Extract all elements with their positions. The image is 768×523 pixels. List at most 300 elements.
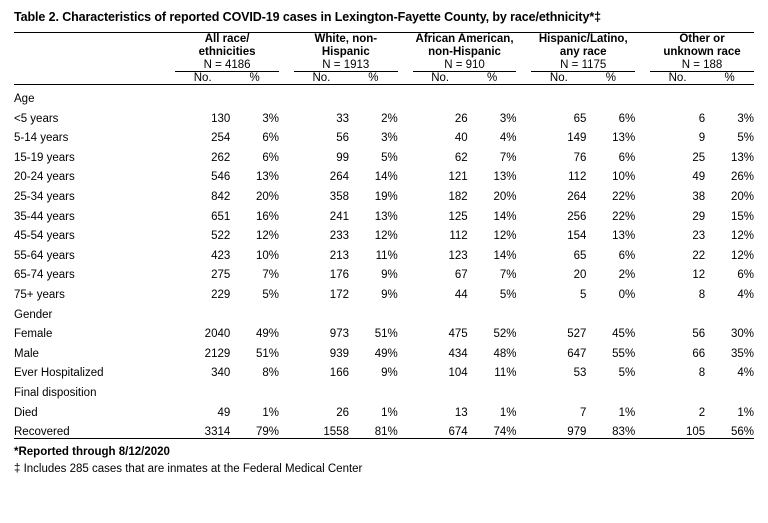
cell-percent: [468, 85, 517, 105]
cell-percent: 13%: [612, 230, 636, 243]
subheader-pct: %: [724, 72, 735, 85]
cell-percent: 20%: [493, 191, 517, 203]
cell-percent: 6%: [262, 132, 280, 145]
n-hispanic-latino: N = 1175: [531, 59, 635, 72]
cell-count: 154: [567, 230, 587, 243]
cell-count: [650, 301, 705, 321]
cell-percent: 3%: [381, 132, 398, 145]
subheader-gap-2: [398, 72, 413, 85]
subheader-no: No.: [431, 72, 450, 85]
cell-percent: 13%: [730, 151, 754, 164]
cell-count: 29: [692, 210, 706, 223]
cell-count: 104: [448, 367, 468, 380]
cell-count: [650, 85, 705, 105]
column-gap: [279, 340, 294, 360]
cell-count: 65: [573, 112, 587, 125]
table-section-row: [14, 301, 754, 321]
cell-percent: 12%: [730, 249, 754, 262]
column-gap: [279, 144, 294, 164]
cell-count: 6: [698, 112, 706, 125]
column-gap: [516, 223, 531, 243]
column-gap: [635, 105, 650, 125]
cell-count: 2: [698, 406, 706, 419]
cell-count: 149: [567, 132, 587, 145]
column-gap: [279, 419, 294, 439]
cell-count: [175, 85, 230, 105]
cell-percent: 13%: [256, 171, 280, 184]
column-gap: [398, 321, 413, 341]
table-section-row: [14, 85, 754, 105]
row-label: <5 years: [14, 112, 59, 125]
cell-count: [413, 85, 468, 105]
table-row: [14, 262, 754, 282]
column-gap: [516, 419, 531, 439]
group-header-line2: non-Hispanic: [428, 46, 501, 59]
row-label: Ever Hospitalized: [14, 367, 104, 380]
column-gap: [398, 340, 413, 360]
cell-percent: 22%: [612, 210, 636, 223]
row-label: Female: [14, 328, 53, 341]
column-gap: [398, 301, 413, 321]
cell-percent: 3%: [262, 112, 280, 125]
cell-count: 979: [531, 419, 586, 439]
column-gap: [516, 399, 531, 419]
header-row-subheaders: [14, 72, 754, 85]
cell-count: 125: [448, 210, 468, 223]
column-gap: [398, 242, 413, 262]
cell-count: 434: [448, 347, 468, 360]
n-gap-4: [635, 59, 650, 72]
column-gap: [516, 242, 531, 262]
row-label: Recovered: [14, 419, 175, 439]
cell-count: 264: [329, 171, 349, 184]
column-gap: [398, 379, 413, 399]
column-gap: [516, 281, 531, 301]
column-gap: [279, 223, 294, 243]
header-gap-1: [279, 33, 294, 60]
cell-count: 40: [454, 132, 468, 145]
subheader-pct: %: [368, 72, 379, 85]
cell-count: 647: [567, 347, 587, 360]
cell-percent: 12%: [493, 230, 517, 243]
cell-percent: 49%: [256, 328, 280, 341]
cell-percent: 20%: [256, 191, 280, 203]
column-gap: [279, 203, 294, 223]
row-label: 75+ years: [14, 288, 65, 301]
column-gap: [398, 281, 413, 301]
cell-count: 8: [698, 288, 706, 301]
column-gap: [516, 164, 531, 184]
table-row: [14, 164, 754, 184]
cell-count: 229: [211, 288, 231, 301]
cell-count: 22: [692, 249, 706, 262]
column-gap: [516, 105, 531, 125]
column-gap: [398, 223, 413, 243]
column-gap: [635, 125, 650, 145]
cell-count: 262: [211, 151, 231, 164]
n-all-races: N = 4186: [175, 59, 279, 72]
cell-percent: 6%: [737, 269, 754, 282]
column-gap: [516, 262, 531, 282]
cell-count: 256: [567, 210, 587, 223]
column-gap: [279, 164, 294, 184]
column-gap: [279, 360, 294, 380]
column-gap: [635, 164, 650, 184]
cell-count: 123: [448, 249, 468, 262]
cell-count: 213: [329, 249, 349, 262]
column-gap: [398, 125, 413, 145]
subheader-pct: %: [249, 72, 260, 85]
cell-percent: 20%: [730, 191, 754, 203]
cell-count: 44: [454, 288, 468, 301]
table-header: [14, 33, 754, 85]
table-row: [14, 125, 754, 145]
column-gap: [635, 223, 650, 243]
cell-count: 522: [211, 230, 231, 243]
cell-count: 99: [336, 151, 349, 164]
cell-count: 130: [211, 112, 231, 125]
group-header-line1: Hispanic/Latino,: [538, 33, 628, 45]
group-header-line2: any race: [559, 46, 607, 59]
column-gap: [279, 399, 294, 419]
header-gap-2: [398, 33, 413, 60]
column-gap: [635, 203, 650, 223]
group-header-african-american: [413, 33, 517, 60]
cell-count: [294, 85, 349, 105]
subheader-no: No.: [668, 72, 687, 85]
cell-count: 12: [692, 269, 706, 282]
subheader-no: No.: [193, 72, 212, 85]
column-gap: [279, 105, 294, 125]
column-gap: [516, 183, 531, 203]
cell-percent: 4%: [737, 288, 754, 301]
cell-percent: [349, 85, 398, 105]
column-gap: [398, 360, 413, 380]
cell-percent: 5%: [618, 367, 636, 380]
subheader-no: No.: [549, 72, 568, 85]
group-header-line1: Other or: [679, 33, 725, 45]
column-gap: [635, 419, 650, 439]
cell-percent: 13%: [374, 210, 398, 223]
column-gap: [398, 164, 413, 184]
cell-percent: 9%: [381, 367, 398, 380]
column-gap: [398, 399, 413, 419]
cell-percent: 12%: [256, 230, 280, 243]
header-gap-3: [516, 33, 531, 60]
cell-percent: 1%: [381, 406, 398, 419]
table-row: [14, 281, 754, 301]
column-gap: [516, 379, 531, 399]
cell-count: [531, 85, 586, 105]
cell-percent: [705, 85, 754, 105]
cell-count: 66: [692, 347, 706, 360]
table-row: [14, 223, 754, 243]
column-gap: [635, 242, 650, 262]
cell-count: 166: [329, 367, 349, 380]
cell-count: 13: [454, 406, 468, 419]
cell-percent: 35%: [730, 347, 754, 360]
cell-percent: 10%: [256, 249, 280, 262]
n-gap-3: [516, 59, 531, 72]
row-label: 65-74 years: [14, 269, 75, 282]
cell-count: 65: [573, 249, 587, 262]
cell-count: 172: [329, 288, 349, 301]
cell-percent: 79%: [230, 419, 279, 439]
column-gap: [398, 419, 413, 439]
column-gap: [279, 301, 294, 321]
cell-count: 76: [573, 151, 587, 164]
footnote-inmates: ‡ Includes 285 cases that are inmates at the Federal Medical Center: [14, 462, 363, 475]
column-gap: [635, 262, 650, 282]
header-gap-4: [635, 33, 650, 60]
column-gap: [635, 85, 650, 105]
cell-count: 20: [573, 269, 587, 282]
column-gap: [398, 85, 413, 105]
column-gap: [635, 399, 650, 419]
cell-percent: 16%: [256, 210, 280, 223]
cell-count: 56: [692, 328, 706, 341]
row-label: 5-14 years: [14, 132, 69, 145]
section-label: Gender: [14, 308, 53, 321]
section-label: Age: [14, 85, 175, 105]
n-gap-1: [279, 59, 294, 72]
cell-percent: 5%: [262, 288, 280, 301]
cell-percent: 12%: [374, 230, 398, 243]
table-row: [14, 321, 754, 341]
column-gap: [398, 183, 413, 203]
subheader-gap-4: [635, 72, 650, 85]
cell-percent: 4%: [499, 132, 517, 145]
table-row: [14, 105, 754, 125]
cell-percent: [586, 85, 635, 105]
cell-count: 233: [329, 230, 349, 243]
n-white-nonhispanic: N = 1913: [294, 59, 398, 72]
column-gap: [635, 183, 650, 203]
column-gap: [516, 360, 531, 380]
cell-percent: 10%: [612, 171, 636, 184]
cell-count: 5: [580, 288, 587, 301]
cell-count: 182: [448, 191, 468, 203]
cell-count: 2129: [204, 347, 231, 360]
column-gap: [398, 262, 413, 282]
cell-percent: 1%: [737, 406, 754, 419]
cell-percent: 1%: [262, 406, 280, 419]
cell-count: 651: [211, 210, 231, 223]
table-row: [14, 203, 754, 223]
cell-count: 49: [217, 406, 231, 419]
section-label: Final disposition: [14, 386, 97, 399]
column-gap: [279, 183, 294, 203]
cell-percent: 26%: [730, 171, 754, 184]
cell-count: 475: [448, 328, 468, 341]
cell-count: 25: [692, 151, 706, 164]
cell-count: 358: [329, 191, 349, 203]
cell-count: 112: [568, 171, 587, 184]
cell-percent: [705, 379, 754, 399]
cell-percent: [468, 379, 517, 399]
column-gap: [635, 379, 650, 399]
footnote-reported-through: *Reported through 8/12/2020: [14, 446, 170, 459]
cell-count: 546: [211, 171, 231, 184]
cell-count: 7: [580, 406, 587, 419]
column-gap: [635, 144, 650, 164]
group-header-all-races: [175, 33, 279, 60]
cell-count: 121: [448, 171, 468, 184]
table-row: [14, 183, 754, 203]
column-gap: [635, 340, 650, 360]
column-gap: [279, 125, 294, 145]
cell-count: 2040: [204, 328, 231, 341]
cell-percent: 2%: [618, 269, 636, 282]
cell-percent: 83%: [586, 419, 635, 439]
cell-percent: 14%: [493, 210, 517, 223]
cell-count: 254: [211, 132, 231, 145]
cell-percent: 49%: [374, 347, 398, 360]
cell-percent: 19%: [374, 191, 398, 203]
cell-count: 842: [211, 191, 231, 203]
table-row: [14, 340, 754, 360]
cell-count: 38: [692, 191, 706, 203]
cell-percent: 1%: [618, 406, 636, 419]
n-gap-2: [398, 59, 413, 72]
cell-count: [294, 379, 349, 399]
column-gap: [516, 301, 531, 321]
cell-count: 9: [698, 132, 706, 145]
cell-count: [531, 379, 586, 399]
cell-percent: 6%: [618, 151, 636, 164]
row-label: 45-54 years: [14, 230, 75, 243]
cell-percent: 13%: [612, 132, 636, 145]
column-gap: [516, 203, 531, 223]
column-gap: [635, 360, 650, 380]
cell-count: 264: [567, 191, 587, 203]
cell-percent: 9%: [381, 288, 398, 301]
header-corner-cell: [14, 33, 175, 60]
table-section-row: [14, 379, 754, 399]
cell-percent: 6%: [618, 112, 636, 125]
cell-count: [294, 301, 349, 321]
cell-percent: 12%: [730, 230, 754, 243]
column-gap: [516, 144, 531, 164]
cell-percent: 56%: [705, 419, 754, 439]
group-header-line2: Hispanic: [321, 46, 370, 59]
group-header-other-unknown: [650, 33, 754, 60]
cell-count: 49: [692, 171, 706, 184]
cell-count: 527: [567, 328, 587, 341]
cell-percent: [349, 301, 398, 321]
row-label: Died: [14, 406, 38, 419]
cell-percent: 52%: [493, 328, 517, 341]
column-gap: [398, 105, 413, 125]
cell-count: 3314: [175, 419, 230, 439]
table-row: [14, 399, 754, 419]
table-row: [14, 144, 754, 164]
column-gap: [398, 203, 413, 223]
cell-percent: [230, 379, 279, 399]
cell-percent: 7%: [499, 151, 517, 164]
cell-count: 176: [329, 269, 349, 282]
column-gap: [635, 281, 650, 301]
column-gap: [279, 262, 294, 282]
row-label: 15-19 years: [14, 151, 75, 164]
table-row: [14, 419, 754, 439]
column-gap: [635, 301, 650, 321]
cell-count: 8: [698, 367, 706, 380]
cell-percent: 51%: [256, 347, 280, 360]
cell-percent: 0%: [618, 288, 636, 301]
cell-percent: 30%: [730, 328, 754, 341]
cell-percent: 15%: [730, 210, 754, 223]
subheader-no: No.: [312, 72, 331, 85]
cell-count: 33: [336, 112, 349, 125]
column-gap: [279, 281, 294, 301]
subheader-pct: %: [486, 72, 498, 85]
cell-percent: 3%: [499, 112, 517, 125]
cell-percent: 14%: [374, 171, 398, 184]
column-gap: [398, 144, 413, 164]
cell-count: [650, 379, 705, 399]
characteristics-table: [14, 32, 754, 439]
cell-count: [413, 301, 468, 321]
row-label: 35-44 years: [14, 210, 75, 223]
header-row-n-counts: [14, 59, 754, 72]
cell-count: 26: [454, 112, 468, 125]
group-header-line1: White, non-: [314, 33, 378, 45]
cell-count: 241: [329, 210, 349, 223]
cell-percent: 11%: [494, 367, 517, 380]
cell-count: 67: [454, 269, 468, 282]
table-title: Table 2. Characteristics of reported COVID-19 cases in Lexington-Fayette County, by race/ethnicity*‡: [14, 10, 601, 24]
table-row: [14, 360, 754, 380]
cell-count: [531, 301, 586, 321]
cell-percent: 1%: [499, 406, 517, 419]
cell-percent: [468, 301, 517, 321]
cell-percent: 55%: [612, 347, 636, 360]
cell-percent: 9%: [381, 269, 398, 282]
cell-percent: [586, 301, 635, 321]
n-other-unknown: N = 188: [650, 59, 754, 72]
column-gap: [516, 340, 531, 360]
row-label: 20-24 years: [14, 171, 75, 184]
cell-percent: 7%: [499, 269, 517, 282]
group-header-line2: ethnicities: [198, 46, 256, 59]
footnotes: [14, 444, 754, 477]
cell-count: 674: [413, 419, 468, 439]
n-african-american: N = 910: [413, 59, 517, 72]
subheader-pct: %: [605, 72, 616, 85]
cell-percent: [230, 301, 279, 321]
row-label: Male: [14, 347, 39, 360]
cell-percent: 4%: [737, 367, 754, 380]
group-header-white-nonhispanic: [294, 33, 398, 60]
cell-percent: 81%: [349, 419, 398, 439]
cell-percent: 5%: [499, 288, 517, 301]
row-label: 25-34 years: [14, 191, 75, 203]
column-gap: [516, 85, 531, 105]
cell-percent: 22%: [612, 191, 636, 203]
cell-count: 56: [336, 132, 349, 145]
column-gap: [279, 379, 294, 399]
cell-percent: [705, 301, 754, 321]
cell-count: 423: [211, 249, 231, 262]
cell-count: [175, 379, 230, 399]
cell-percent: 45%: [612, 328, 636, 341]
cell-count: 340: [211, 367, 231, 380]
cell-percent: 14%: [493, 249, 517, 262]
cell-percent: 6%: [262, 151, 280, 164]
cell-percent: 11%: [375, 249, 398, 262]
cell-percent: 74%: [468, 419, 517, 439]
